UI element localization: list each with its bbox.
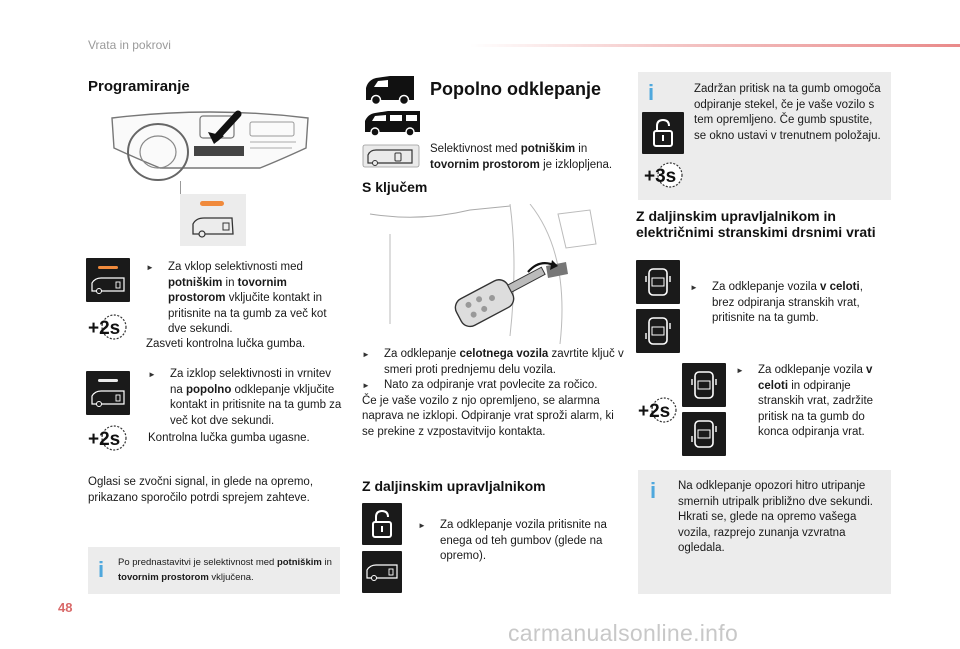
info-icon: i [648, 80, 655, 105]
full-unlock-button-icon [636, 260, 680, 304]
enable-bullet: ► Za vklop selektivnosti med potniškim in tovornim prostorom vključite kontakt in pritisnite na ta gumb za več kot dve sekundi. [146, 260, 342, 338]
selective-button-illustration [180, 194, 246, 246]
remote-bullet: ► Za odklepanje vozila pritisnite na enega od teh gumbov (glede na opremo). [418, 518, 618, 565]
heading-programiranje: Programiranje [88, 78, 190, 95]
full-unlock-instructions [690, 280, 880, 327]
hold-info-text: Zadržan pritisk na ta gumb omogoča odpiranje stekel, če je vaše vozilo s tem opremljeno. Če gumb spustite, se okno ustavi v trenutnem položaju. [694, 83, 881, 142]
led-indicator [200, 201, 224, 206]
van-icon [362, 72, 418, 106]
default-info-box [88, 547, 340, 594]
disable-note: Kontrolna lučka gumba ugasne. [148, 432, 310, 444]
info-icon: i [98, 557, 105, 582]
timer-2s-text: +2s [638, 401, 671, 422]
selective-off-icon [362, 144, 420, 168]
beep-note: Oglasi se zvočni signal, in glede na opremo, prikazano sporočilo potrdi sprejem zahteve. [88, 476, 314, 504]
selective-unlock-button-icon [362, 551, 402, 593]
page-number: 48 [58, 600, 73, 615]
timer-3s-badge [642, 162, 684, 188]
disable-instructions [148, 367, 344, 429]
default-info-text: Po prednastavitvi je selektivnost med potniškim in tovornim prostorom vključena. [118, 557, 332, 583]
remote-instructions [418, 518, 618, 565]
timer-2s-badge [86, 314, 128, 340]
side-door-instructions [736, 363, 886, 441]
side-door-button-icon [682, 412, 726, 456]
van-passenger-icon [362, 108, 424, 138]
selective-button-off-icon [86, 371, 130, 415]
info-icon: i [650, 478, 657, 503]
side-door-button-icon [636, 309, 680, 353]
blink-info-box [638, 470, 891, 594]
timer-2s-text: +2s [88, 318, 121, 339]
full-unlock-button-icon [682, 363, 726, 407]
callout-line [180, 181, 181, 195]
full-unlock-bullet: ► Za odklepanje vozila v celoti, brez odpiranja stranskih vrat, pritisnite na ta gumb. [690, 280, 880, 327]
timer-2s-text: +2s [88, 429, 121, 450]
unlock-button-icon [362, 503, 402, 545]
timer-3s-text: +3s [644, 166, 677, 187]
timer-2s-badge [86, 425, 128, 451]
heading-popolno: Popolno odklepanje [430, 79, 602, 99]
enable-instructions [146, 260, 342, 338]
section-title: Vrata in pokrovi [88, 38, 171, 52]
unlock-button-icon [642, 112, 684, 154]
heading-daljinski: Z daljinskim upravljalnikom [362, 478, 546, 494]
dashboard-illustration [110, 108, 310, 192]
disable-bullet: ► Za izklop selektivnosti in vrnitev na popolno odklepanje vključite kontakt in pritisnite na ta gumb za več kot dve sekundi. [148, 367, 344, 429]
heading-elektricni: Z daljinskim upravljalnikom in električnimi stranskimi drsnimi vrati [636, 208, 876, 240]
enable-note: Zasveti kontrolna lučka gumba. [146, 338, 306, 350]
blink-info-text: Na odklepanje opozori hitro utripanje smernih utripalk približno dve sekundi. Hkrati se, glede na opremo vašega vozila, razprejo zunanja vzvratna ogledala. [678, 480, 873, 554]
selective-button-on-icon [86, 258, 130, 302]
hold-info-box [638, 72, 891, 200]
selective-disabled-text: Selektivnost med potniškim in tovornim prostorom je izklopljena. [430, 143, 613, 171]
header-rule [470, 44, 960, 47]
key-bullet-1: ► Za odklepanje celotnega vozila zavrtite ključ v smeri proti prednjemu delu vozila. [362, 347, 624, 378]
key-in-door-illustration [360, 204, 618, 344]
side-door-bullet: ► Za odklepanje vozila v celoti in odpiranje stranskih vrat, zadržite pritisk na ta gumb do konca odpiranja vrat. [736, 363, 886, 441]
heading-s-kljucem: S ključem [362, 179, 428, 195]
watermark: carmanualsonline.info [508, 620, 739, 646]
key-bullet-2: ► Nato za odpiranje vrat povlecite za ročico. [362, 378, 624, 394]
timer-2s-badge [636, 397, 678, 423]
alarm-note: Če je vaše vozilo z njo opremljeno, se alarmna naprava ne izklopi. Odpiranje vrat sproži alarm, ki se prekine z vzpostavitvijo kontakta. [362, 394, 614, 438]
key-instructions [362, 347, 624, 440]
